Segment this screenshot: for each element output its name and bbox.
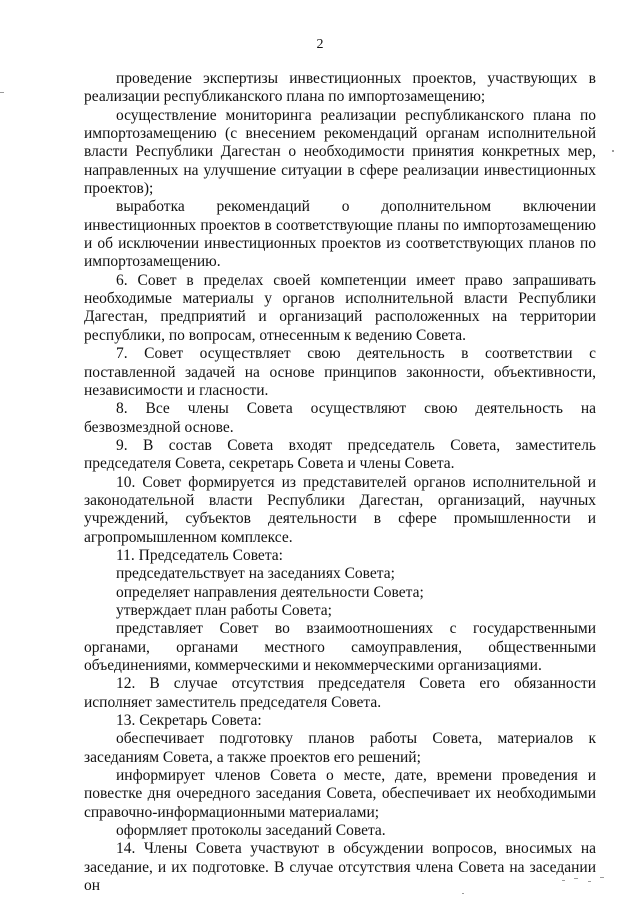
scan-mark (0, 92, 4, 93)
paragraph: 12. В случае отсутствия председателя Совета его обязанности исполняет заместитель председателя Совета. (84, 675, 596, 711)
scan-mark (462, 893, 464, 894)
scan-mark (574, 878, 578, 879)
paragraph: утверждает план работы Совета; (116, 601, 332, 619)
paragraph: выработка рекомендаций о дополнительном включении инвестиционных проектов в соответствующие планы по импортозамещению и об исключении инвестиционных проектов из соответствующих планов по импортозамещению. (84, 198, 596, 271)
paragraph: обеспечивает подготовку планов работы Совета, материалов к заседаниям Совета, а также проектов его решений; (84, 730, 596, 766)
paragraph: определяет направления деятельности Совета; (116, 583, 424, 601)
page-number: 2 (316, 37, 324, 52)
paragraph: 7. Совет осуществляет свою деятельность в соответствии с поставленной задачей на основе принципов законности, объективности, независимости и гласности. (84, 345, 596, 399)
document-body (84, 70, 596, 895)
scan-mark (600, 877, 604, 878)
paragraph: 14. Члены Совета участвуют в обсуждении вопросов, вносимых на заседание, и их подготовке. В случае отсутствия члена Совета на заседании он (84, 840, 596, 895)
paragraph: информирует членов Совета о месте, дате, времени проведения и повестке дня очередного заседания Совета, обеспечивает их необходимыми справочно-информационными материалами; (84, 767, 596, 821)
scan-mark (588, 881, 591, 882)
paragraph: представляет Совет во взаимоотношениях с государственными органами, органами местного самоуправления, общественными объединениями, коммерческими и некоммерческими организациями. (84, 620, 596, 674)
paragraph: 13. Секретарь Совета: (116, 712, 262, 730)
paragraph: проведение экспертизы инвестиционных проектов, участвующих в реализации республиканского плана по импортозамещению; (84, 70, 596, 106)
paragraph: 10. Совет формируется из представителей органов исполнительной и законодательной власти Республики Дагестан, организаций, научных учреждений, субъектов деятельности в сфере промышленности и агропромышленном комплексе. (84, 473, 596, 546)
paragraph: осуществление мониторинга реализации республиканского плана по импортозамещению (с внесением рекомендаций органам исполнительной власти Республики Дагестан о необходимости принятия конкретных мер, направленных на улучшение ситуации в сфере реализации инвестиционных проектов); (84, 106, 596, 198)
paragraph: председательствует на заседаниях Совета; (116, 565, 395, 583)
paragraph: 8. Все члены Совета осуществляют свою деятельность на безвозмездной основе. (84, 400, 596, 436)
scan-mark (562, 880, 565, 881)
paragraph: 9. В состав Совета входят председатель Совета, заместитель председателя Совета, секретарь Совета и члены Совета. (84, 436, 596, 473)
paragraph: 11. Председатель Совета: (116, 546, 283, 564)
scan-mark (612, 150, 614, 152)
paragraph: 6. Совет в пределах своей компетенции имеет право запрашивать необходимые материалы у органов исполнительной власти Республики Дагестан, предприятий и организаций расположенных на территории республики, по вопросам, отнесенным к ведению Совета. (84, 271, 596, 344)
paragraph: оформляет протоколы заседаний Совета. (116, 822, 386, 840)
